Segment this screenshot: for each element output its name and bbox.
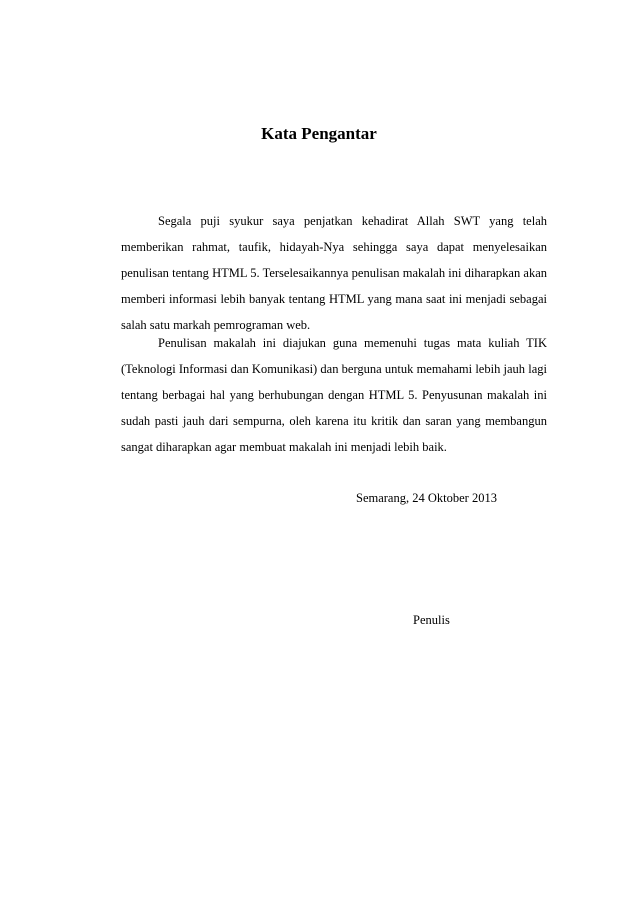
place-date: Semarang, 24 Oktober 2013 (356, 491, 497, 505)
paragraph-1: Segala puji syukur saya penjatkan kehadirat Allah SWT yang telah memberikan rahmat, taufik, hidayah-Nya sehingga saya dapat menyelesaikan penulisan tentang HTML 5. Terselesaikannya penulisan makalah ini diharapkan akan memberi informasi lebih banyak tentang HTML yang mana saat ini menjadi sebagai salah satu markah pemrograman web. (121, 214, 547, 332)
paragraph-2: Penulisan makalah ini diajukan guna memenuhi tugas mata kuliah TIK (Teknologi Informasi dan Komunikasi) dan berguna untuk memahami lebih jauh lagi tentang berbagai hal yang berhubungan dengan HTML 5. Penyusunan makalah ini sudah pasti jauh dari sempurna, oleh karena itu kritik dan saran yang membangun sangat diharapkan agar membuat makalah ini menjadi lebih baik. (121, 336, 547, 454)
author-signature: Penulis (413, 613, 450, 627)
page-title: Kata Pengantar (261, 124, 377, 143)
